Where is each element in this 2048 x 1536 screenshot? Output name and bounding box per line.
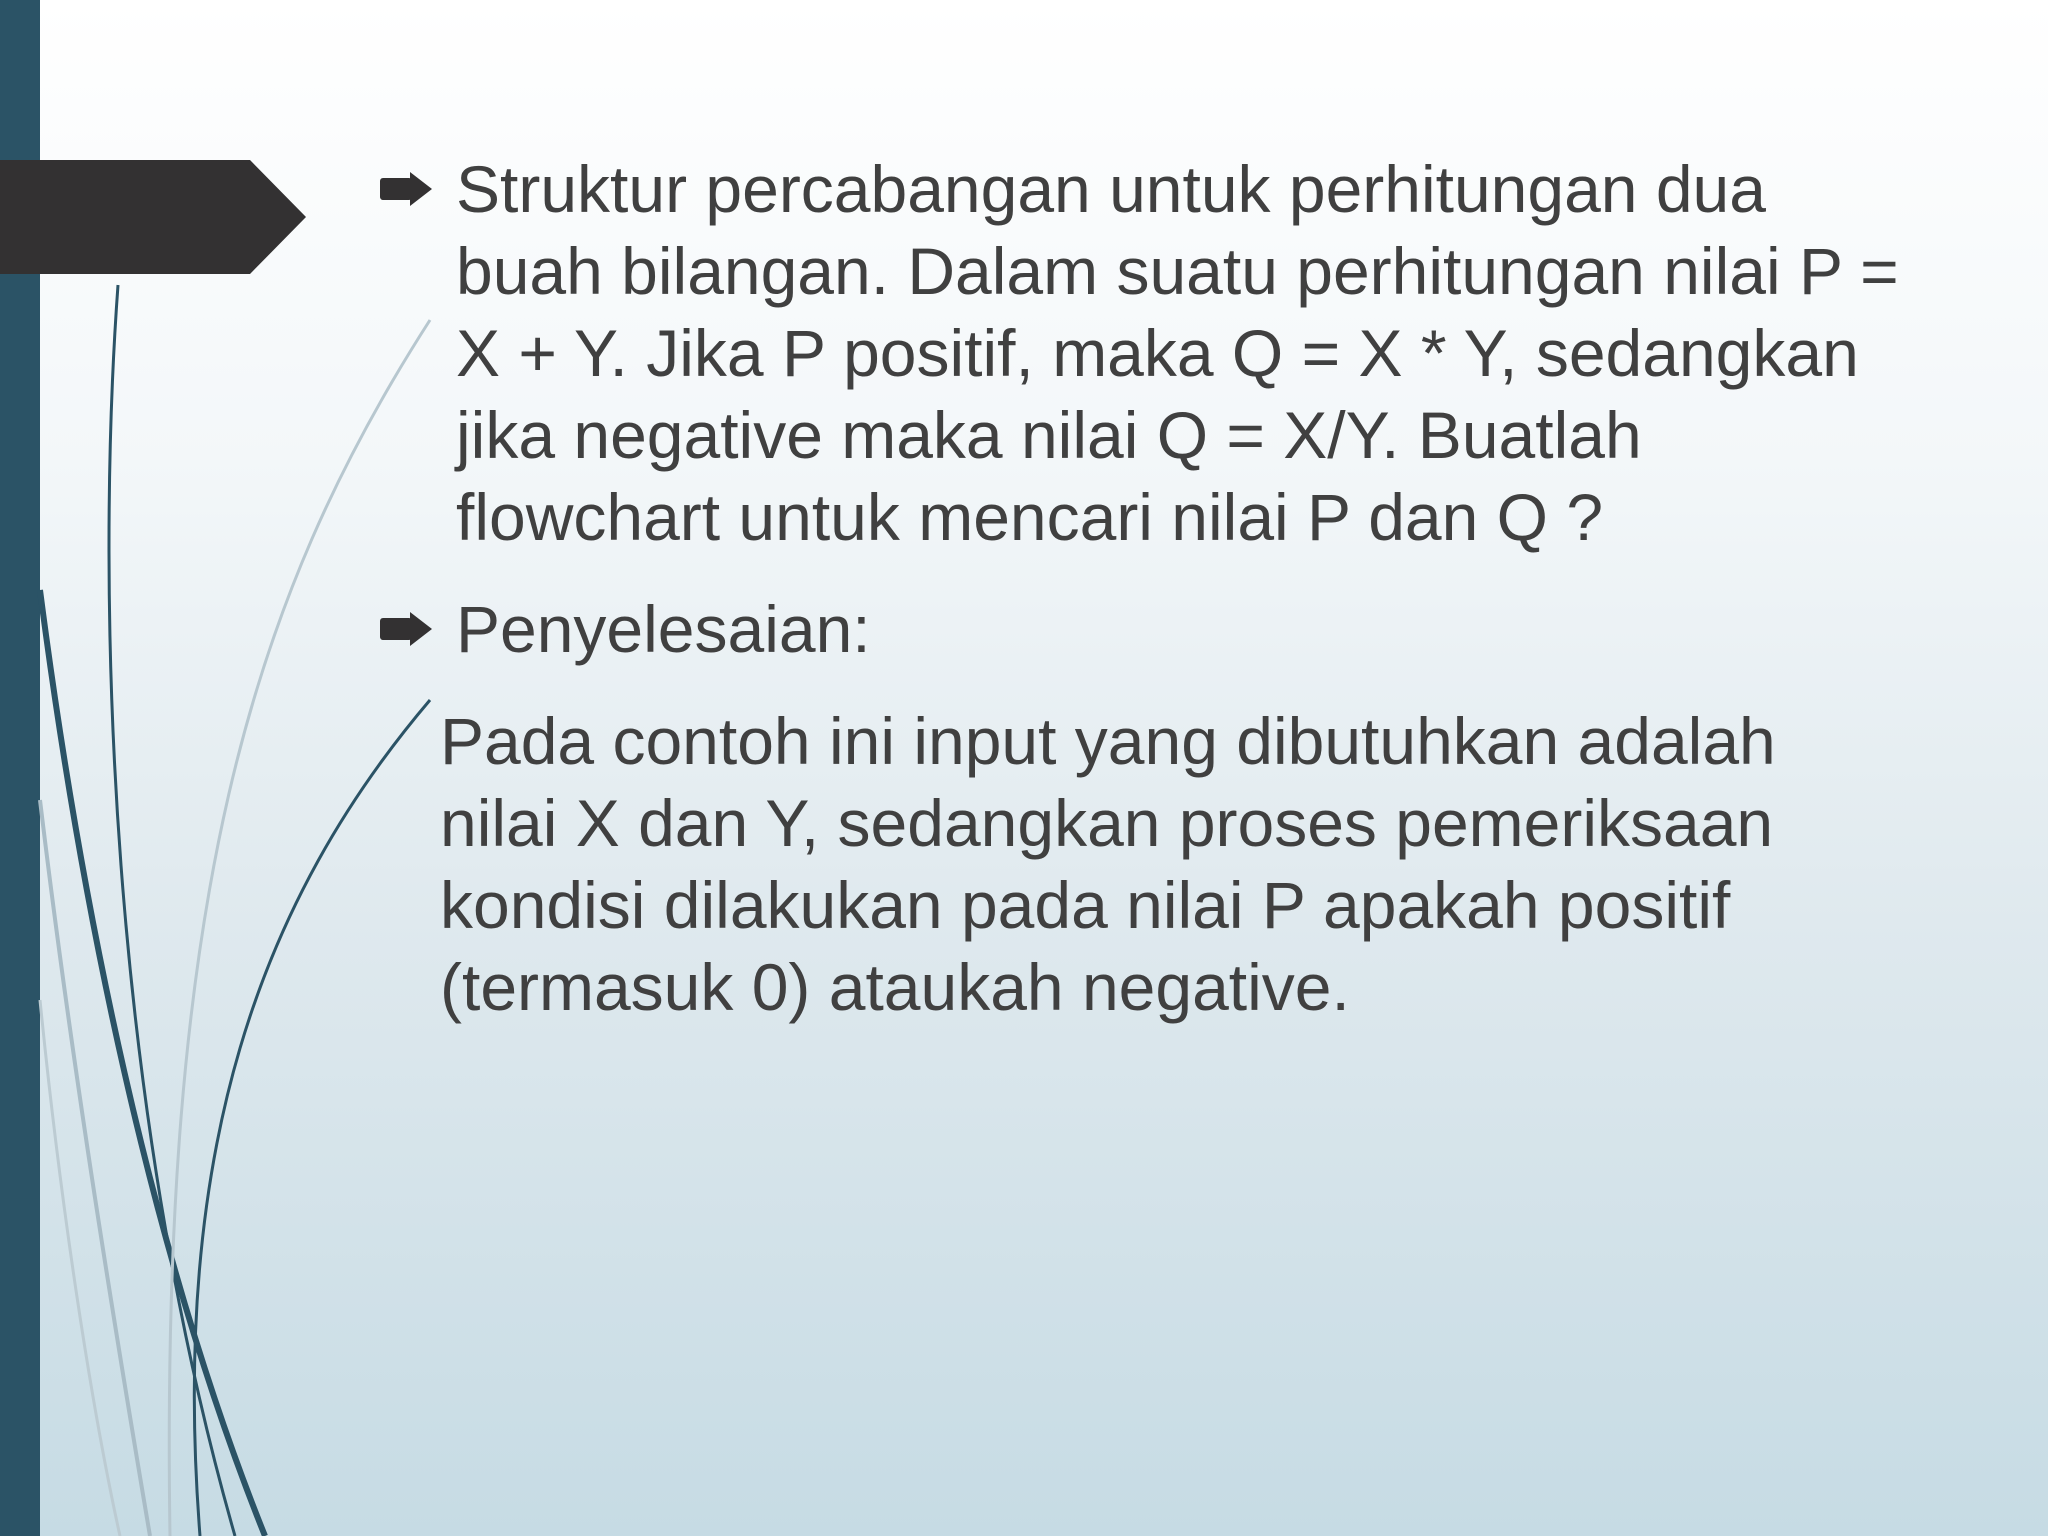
right-arrow-icon <box>380 612 432 646</box>
bullet-text: Penyelesaian: <box>456 592 871 666</box>
right-arrow-icon <box>380 172 432 206</box>
bullet-item <box>380 588 1980 670</box>
body-paragraph: Pada contoh ini input yang dibutuhkan adalah nilai X dan Y, sedangkan proses pemeriksaan kondisi dilakukan pada nilai P apakah positif (termasuk 0) ataukah negative. <box>440 704 1776 1024</box>
bullet-item <box>380 148 1980 558</box>
bullet-text: Struktur percabangan untuk perhitungan dua buah bilangan. Dalam suatu perhitungan nilai P = X + Y. Jika P positif, maka Q = X * Y, sedangkan jika negative maka nilai Q = X/Y. Buatlah flowchart untuk mencari nilai P dan Q ? <box>456 152 1899 554</box>
slide-content <box>380 148 1980 1028</box>
arrow-tab-icon <box>0 160 310 274</box>
